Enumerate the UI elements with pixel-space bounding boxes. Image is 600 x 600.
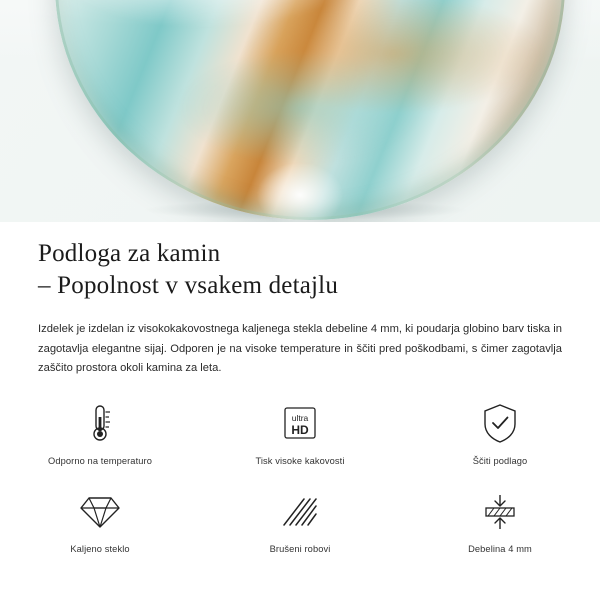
page-title — [0, 222, 600, 302]
feature-grid — [0, 396, 600, 554]
feature-tempered-glass — [0, 484, 200, 554]
feature-thickness — [400, 484, 600, 554]
headline-line-1: Podloga za kamin — [38, 240, 221, 267]
feature-temperature-resistant — [0, 396, 200, 466]
description-paragraph: Izdelek je izdelan iz visokokakovostnega kaljenega stekla debeline 4 mm, ki poudarja globino barv tiska in zagotavlja elegantne sijaj. Odporen je na visoke temperature in ščiti pred poškodbami, s čimer zagotavlja zaščito prostora okoli kamina za leta. — [38, 323, 562, 374]
shield-check-icon — [480, 402, 520, 446]
polished-edges-icon — [280, 490, 320, 534]
headline-line-2: – Popolnost v vsakem detajlu — [38, 272, 339, 299]
thickness-icon — [480, 490, 520, 534]
feature-polished-edges — [200, 484, 400, 554]
feature-protects-surface — [400, 396, 600, 466]
hero-image — [0, 0, 600, 222]
feature-label: Tisk visoke kakovosti — [255, 456, 345, 466]
text-content — [0, 222, 600, 379]
thermometer-icon — [83, 402, 117, 446]
feature-label: Kaljeno steklo — [70, 544, 130, 554]
feature-row-2 — [0, 484, 600, 554]
feature-label: Debelina 4 mm — [468, 544, 532, 554]
feature-label: Ščiti podlago — [472, 456, 528, 466]
svg-text:HD: HD — [291, 423, 309, 437]
ultra-hd-icon — [280, 402, 320, 446]
feature-label: Brušeni robovi — [269, 544, 331, 554]
feature-label: Odporno na temperaturo — [47, 456, 152, 466]
feature-row-1 — [0, 396, 600, 466]
svg-text:ultra: ultra — [291, 413, 309, 423]
feature-print-quality — [200, 396, 400, 466]
diamond-icon — [78, 490, 122, 534]
